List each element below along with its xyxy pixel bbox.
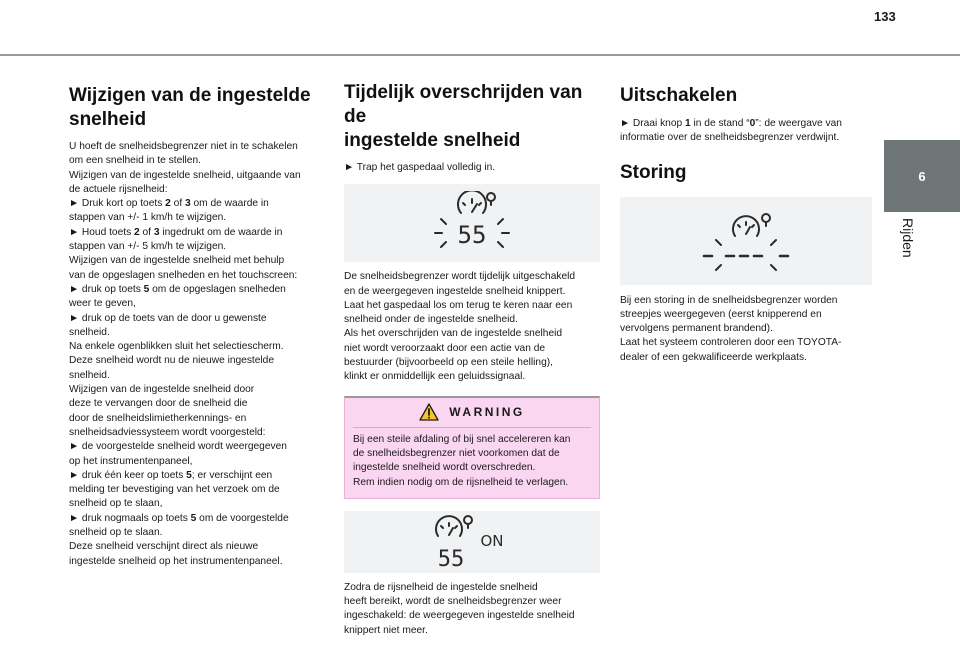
top-rule [0, 54, 960, 56]
warning-text: Bij een steile afdaling of bij snel accelereren kan de snelheidsbegrenzer niet voorkomen dat de ingestelde snelheid wordt overschreden. Rem indien nodig om de rijsnelheid te verlagen. [353, 433, 571, 488]
heading-temporary-exceed: Tijdelijk overschrijden van de ingestelde snelheid [344, 82, 583, 151]
warning-title: WARNING [449, 405, 525, 420]
flashing-speed-value: 55 [457, 221, 487, 250]
warning-triangle-icon [419, 403, 439, 421]
exceed-paragraph: De snelheidsbegrenzer wordt tijdelijk uitgeschakeld en de weergegeven ingestelde snelheid knippert. Laat het gaspedaal los om terug te keren naar een snelheid onder de ingestelde snelheid. Als het overschrijden van de ingestelde snelheid niet wordt veroorzaakt door een actie van de bestuurder (bijvoorbeeld op een steile helling), klinkt er onmiddellijk een geluidssignaal. [344, 271, 576, 383]
heading-switch-off: Uitschakelen [620, 85, 738, 106]
chapter-tab[interactable] [884, 140, 960, 212]
heading-fault: Storing [620, 161, 687, 183]
figure-speed-flashing [344, 184, 600, 262]
figure-speed-on [344, 511, 600, 573]
heading-change-speed: Wijzigen van de ingestelde snelheid [69, 85, 311, 130]
fault-text: Bij een storing in de snelheidsbegrenzer worden streepjes weergegeven (eerst knipperend en vervolgens permanent brandend). Laat het systeem controleren door een TOYOTA- dealer of een gekwalificeerde werkplaats. [620, 294, 842, 363]
figure-fault [620, 197, 872, 285]
speed-limiter-flashing-icon [427, 191, 517, 255]
speed-limiter-fault-icon [696, 206, 796, 276]
column-switch-off [620, 78, 875, 365]
switch-off-text: ► Draai knop 1 in de stand “0”: de weergave van informatie over de snelheidsbegrenzer verdwijnt. [620, 118, 842, 144]
column-temporary-exceed [344, 78, 600, 638]
warning-header [353, 398, 591, 428]
on-status: ON [480, 531, 504, 550]
exceed-intro: ► Trap het gaspedaal volledig in. [344, 162, 496, 173]
change-speed-text: U hoeft de snelheidsbegrenzer niet in te schakelen om een snelheid in te stellen. Wijzigen van de ingestelde snelheid, uitgaande van de actuele rijsnelheid: ► Druk kort op toets 2 of 3 om de waarde in stappen van +/- 1 km/h te wijzigen. ► Houd toets 2 of 3 ingedrukt om de waarde in stappen van +/- 5 km/h te wijzigen. Wijzigen van de ingestelde snelheid met behulp van de opgeslagen snelheden en het touchscreen: ► druk op toets 5 om de opgeslagen snelheden weer te geven, ► druk op de toets van de door u gewenste snelheid. Na enkele ogenblikken sluit het selectiescherm. Deze snelheid wordt nu de nieuwe ingestelde snelheid. Wijzigen van de ingestelde snelheid door deze te vervangen door de snelheid die door de snelheidslimietherkennings- en snelheidsadviessysteem wordt voorgesteld: ► de voorgestelde snelheid wordt weergegeven op het instrumentenpaneel, ► druk één keer op toets 5; er verschijnt een melding ter bevestiging van het verzoek om de snelheid op te slaan, ► druk nogmaals op toets 5 om de voorgestelde snelheid op te slaan. Deze snelheid verschijnt direct als nieuwe ingestelde snelheid op het instrumentenpaneel. [69, 141, 301, 567]
exceed-closing: Zodra de rijsnelheid de ingestelde snelheid heeft bereikt, wordt de snelheidsbegrenzer weer ingeschakeld: de weergegeven ingestelde snelheid knippert niet meer. [344, 581, 575, 636]
chapter-number: 6 [918, 168, 926, 184]
warning-box [344, 396, 600, 499]
chapter-title: Rijden [900, 218, 916, 258]
column-change-speed [69, 78, 325, 569]
set-speed-value: 55 [437, 546, 465, 570]
speed-limiter-on-icon [422, 514, 522, 570]
page-number: 133 [874, 9, 896, 24]
